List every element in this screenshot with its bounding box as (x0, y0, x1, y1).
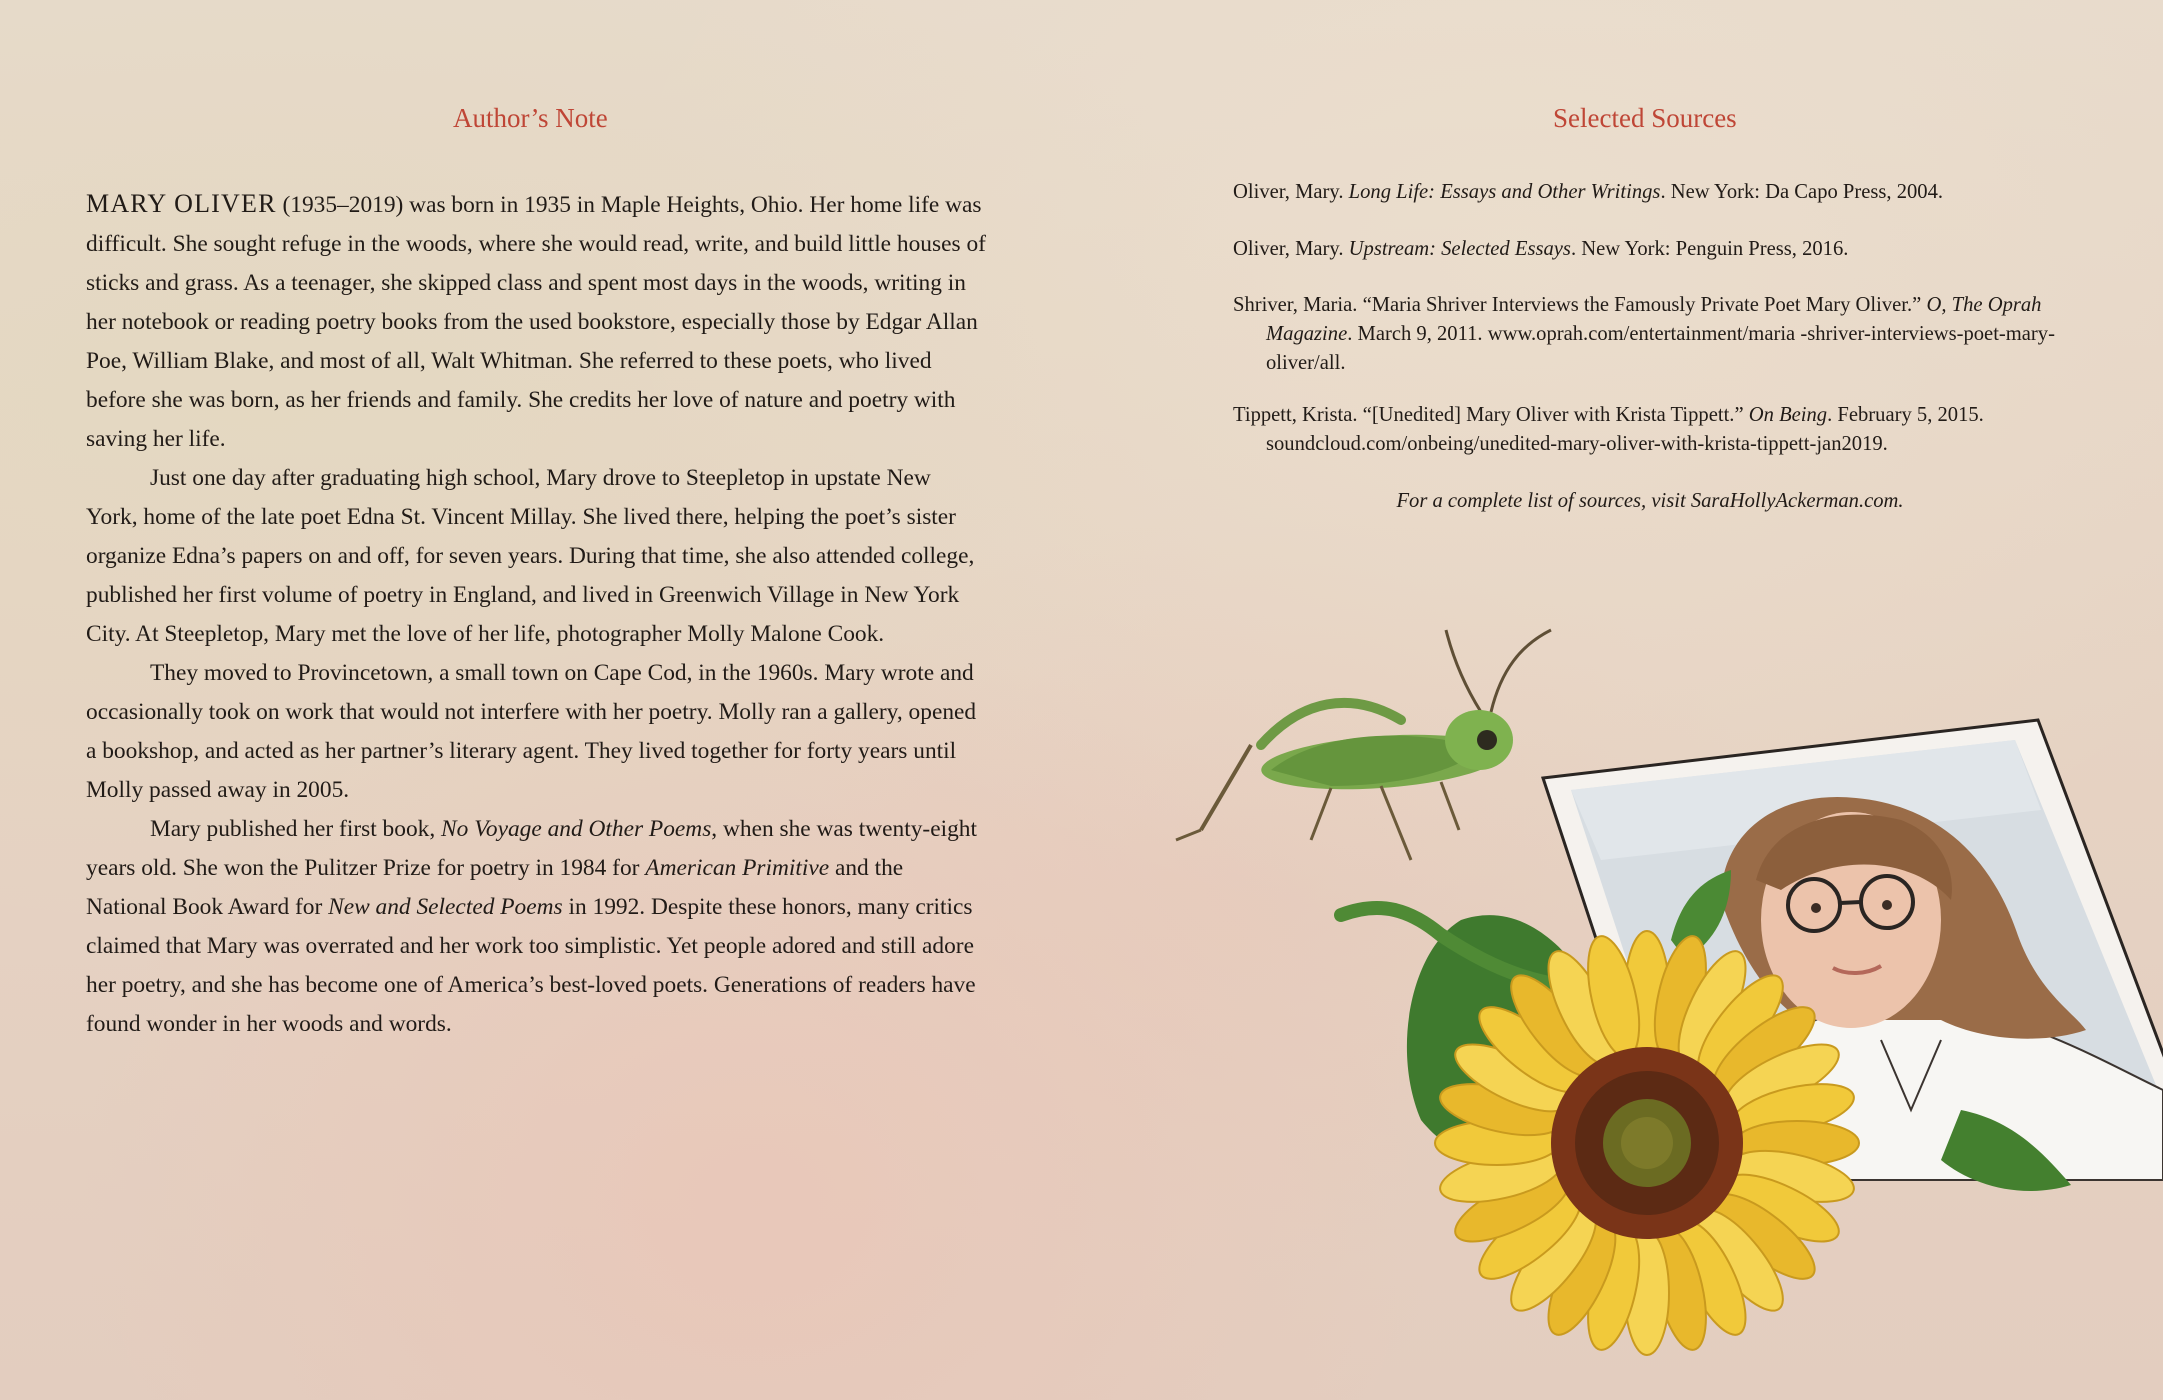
source-entry: Oliver, Mary. Long Life: Essays and Other Writings. New York: Da Capo Press, 2004. (1233, 181, 1944, 203)
source-entry: Oliver, Mary. Upstream: Selected Essays. New York: Penguin Press, 2016. (1233, 238, 1849, 260)
book-title: New and Selected Poems (328, 894, 563, 920)
right-page (1081, 0, 2163, 1400)
selected-sources-heading: Selected Sources (1553, 103, 1737, 133)
subject-name: MARY OLIVER (86, 189, 277, 218)
paragraph-4: Mary published her first book, No Voyage and Other Poems, when she was twenty-eight years old. She won the Pulitzer Prize for poetry in 1984 for American Primitive and the National Book Award for New and Selected Poems in 1992. Despite these honors, many critics claimed that Mary was overrated and her work too simplistic. Yet people adored and still adore her poetry, and she has become one of America’s best-loved poets. Generations of readers have found wonder in her woods and words. (86, 816, 977, 1037)
left-page (0, 0, 1081, 1400)
book-title: No Voyage and Other Poems (441, 816, 712, 842)
paragraph-2: Just one day after graduating high school, Mary drove to Steepletop in upstate New York, home of the late poet Edna St. Vincent Millay. She lived there, helping the poet’s sister organize Edna’s papers on and off, for seven years. During that time, she also attended college, published her first volume of poetry in England, and lived in Greenwich Village in New York City. At Steepletop, Mary met the love of her life, photographer Molly Malone Cook. (86, 465, 975, 647)
source-entry: Shriver, Maria. “Maria Shriver Interviews the Famously Private Poet Mary Oliver.” O, The Oprah Magazine. March 9, 2011. www.oprah.com/entertainment/maria -shriver-interviews-poet-mary-oliver/all. (1233, 294, 2055, 374)
authors-note-body (86, 184, 986, 1044)
book-title: American Primitive (645, 855, 830, 881)
sources-footnote: For a complete list of sources, visit SaraHollyAckerman.com. (1396, 490, 1904, 512)
paragraph-3: They moved to Provincetown, a small town on Cape Cod, in the 1960s. Mary wrote and occasionally took on work that would not interfere with her poetry. Molly ran a gallery, opened a bookshop, and acted as her partner’s literary agent. They lived together for forty years until Molly passed away in 2005. (86, 660, 977, 803)
sources-list (1233, 178, 2083, 537)
source-entry: Tippett, Krista. “[Unedited] Mary Oliver with Krista Tippett.” On Being. February 5, 2015. soundcloud.com/onbeing/unedited-mary-oliver-with-krista-tippett-jan2019. (1233, 404, 1984, 455)
paragraph-1: MARY OLIVER (1935–2019) was born in 1935 in Maple Heights, Ohio. Her home life was difficult. She sought refuge in the woods, where she would read, write, and build little houses of sticks and grass. As a teenager, she skipped class and spent most days in the woods, writing in her notebook or reading poetry books from the used bookstore, especially those by Edgar Allan Poe, William Blake, and most of all, Walt Whitman. She referred to these poets, who lived before she was born, as her friends and family. She credits her love of nature and poetry with saving her life. (86, 189, 986, 452)
authors-note-heading: Author’s Note (453, 103, 608, 133)
grasshopper-illustration (1176, 630, 1551, 860)
